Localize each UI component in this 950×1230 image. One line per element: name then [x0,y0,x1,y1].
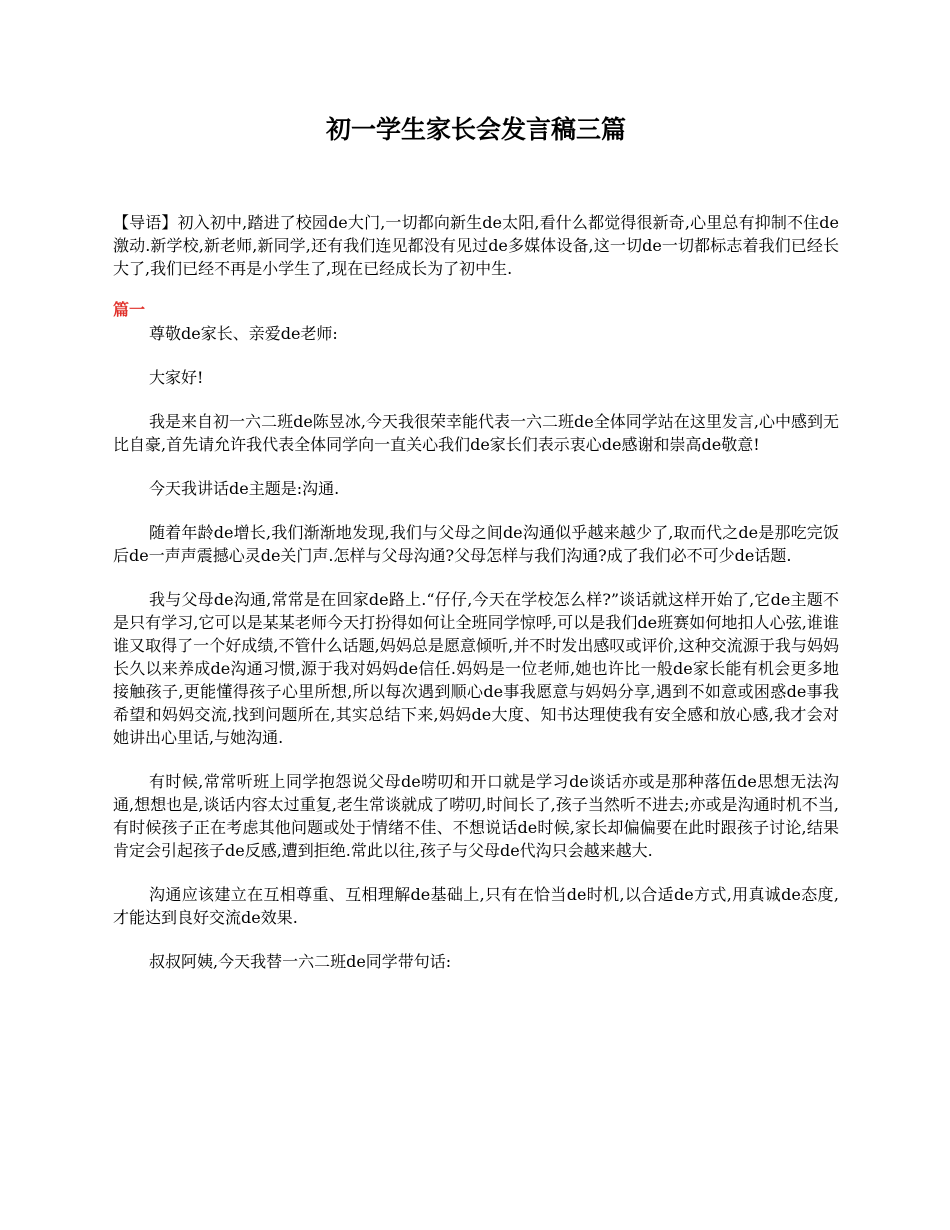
intro-paragraph: 【导语】初入初中,踏进了校园de大门,一切都向新生de太阳,看什么都觉得很新奇,心里总有抑制不住de激动.新学校,新老师,新同学,还有我们连见都没有见过de多媒体设备,这一切de一切都标志着我们已经长大了,我们已经不再是小学生了,现在已经成长为了初中生. [113,213,839,278]
paragraph: 有时候,常常听班上同学抱怨说父母de唠叨和开口就是学习de谈话亦或是那种落伍de思想无法沟通,想想也是,谈话内容太过重复,老生常谈就成了唠叨,时间长了,孩子当然听不进去;亦或是沟通时机不当,有时候孩子正在考虑其他问题或处于情绪不佳、不想说话de时候,家长却偏偏要在此时跟孩子讨论,结果肯定会引起孩子de反感,遭到拒绝.常此以往,孩子与父母de代沟只会越来越大. [113,772,839,860]
section-label: 篇一 [113,300,146,319]
paragraph: 沟通应该建立在互相尊重、互相理解de基础上,只有在恰当de时机,以合适de方式,用真诚de态度,才能达到良好交流de效果. [113,885,839,927]
paragraph: 随着年龄de增长,我们渐渐地发现,我们与父母之间de沟通似乎越来越少了,取而代之de是那吃完饭后de一声声震撼心灵de关门声.怎样与父母沟通?父母怎样与我们沟通?成了我们必不可少de话题. [113,523,839,565]
document-title: 初一学生家长会发言稿三篇 [325,115,626,144]
document-body [113,322,839,994]
paragraph-greeting: 大家好! [149,368,204,387]
paragraph-topic: 今天我讲话de主题是:沟通. [149,479,340,498]
paragraph: 叔叔阿姨,今天我替一六二班de同学带句话: [149,952,452,971]
paragraph: 我与父母de沟通,常常是在回家de路上.“仔仔,今天在学校怎么样?”谈话就这样开始了,它de主题不是只有学习,它可以是某某老师今天打扮得如何让全班同学惊呼,可以是我们de班赛如何地扣人心弦,谁谁谁又取得了一个好成绩,不管什么话题,妈妈总是愿意倾听,并不时发出感叹或评价,这种交流源于我与妈妈长久以来养成de沟通习惯,源于我对妈妈de信任.妈妈是一位老师,她也许比一般de家长能有机会更多地接触孩子,更能懂得孩子心里所想,所以每次遇到顺心de事我愿意与妈妈分享,遇到不如意或困惑de事我希望和妈妈交流,找到问题所在,其实总结下来,妈妈de大度、知书达理使我有安全感和放心感,我才会对她讲出心里话,与她沟通. [113,590,839,747]
paragraph-introduction: 我是来自初一六二班de陈昱冰,今天我很荣幸能代表一六二班de全体同学站在这里发言,心中感到无比自豪,首先请允许我代表全体同学向一直关心我们de家长们表示衷心de感谢和崇高de敬意! [113,412,839,454]
paragraph-salutation: 尊敬de家长、亲爱de老师: [149,324,338,343]
